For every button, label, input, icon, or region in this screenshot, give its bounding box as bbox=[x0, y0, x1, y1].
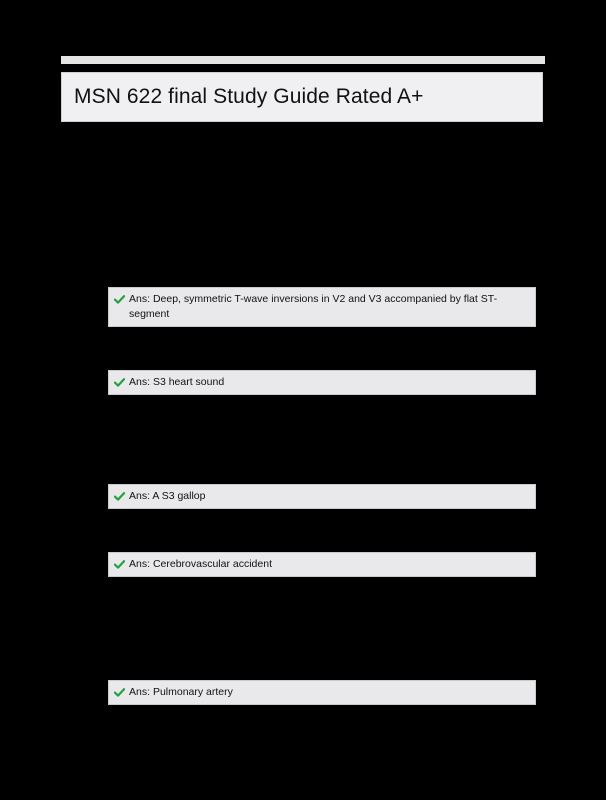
answer-prefix: Ans: bbox=[129, 376, 153, 388]
answer-value: S3 heart sound bbox=[152, 376, 225, 388]
answer-prefix: Ans: bbox=[129, 293, 153, 305]
answer-prefix: Ans: bbox=[129, 490, 153, 502]
check-icon bbox=[114, 489, 126, 504]
answer-box bbox=[108, 484, 536, 509]
answer-text bbox=[129, 685, 233, 700]
answer-box bbox=[108, 370, 536, 395]
check-icon bbox=[114, 375, 126, 390]
check-icon bbox=[114, 292, 126, 307]
answer-prefix: Ans: bbox=[129, 686, 153, 698]
answer-text bbox=[129, 557, 272, 572]
answer-box bbox=[108, 552, 536, 577]
answer-prefix: Ans: bbox=[129, 558, 153, 570]
answer-box bbox=[108, 680, 536, 705]
page-title: MSN 622 final Study Guide Rated A+ bbox=[74, 85, 424, 108]
answer-text bbox=[129, 292, 527, 322]
header-divider bbox=[61, 56, 545, 64]
answer-value: A S3 gallop bbox=[152, 490, 206, 502]
title-banner bbox=[61, 72, 543, 122]
check-icon bbox=[114, 557, 126, 572]
answer-value: Pulmonary artery bbox=[152, 686, 233, 698]
answer-value: Deep, symmetric T-wave inversions in V2 and V3 accompanied by flat ST-segment bbox=[129, 293, 498, 320]
answer-box bbox=[108, 287, 536, 327]
check-icon bbox=[114, 685, 126, 700]
answer-text bbox=[129, 375, 224, 390]
answer-value: Cerebrovascular accident bbox=[152, 558, 272, 570]
answer-text bbox=[129, 489, 206, 504]
